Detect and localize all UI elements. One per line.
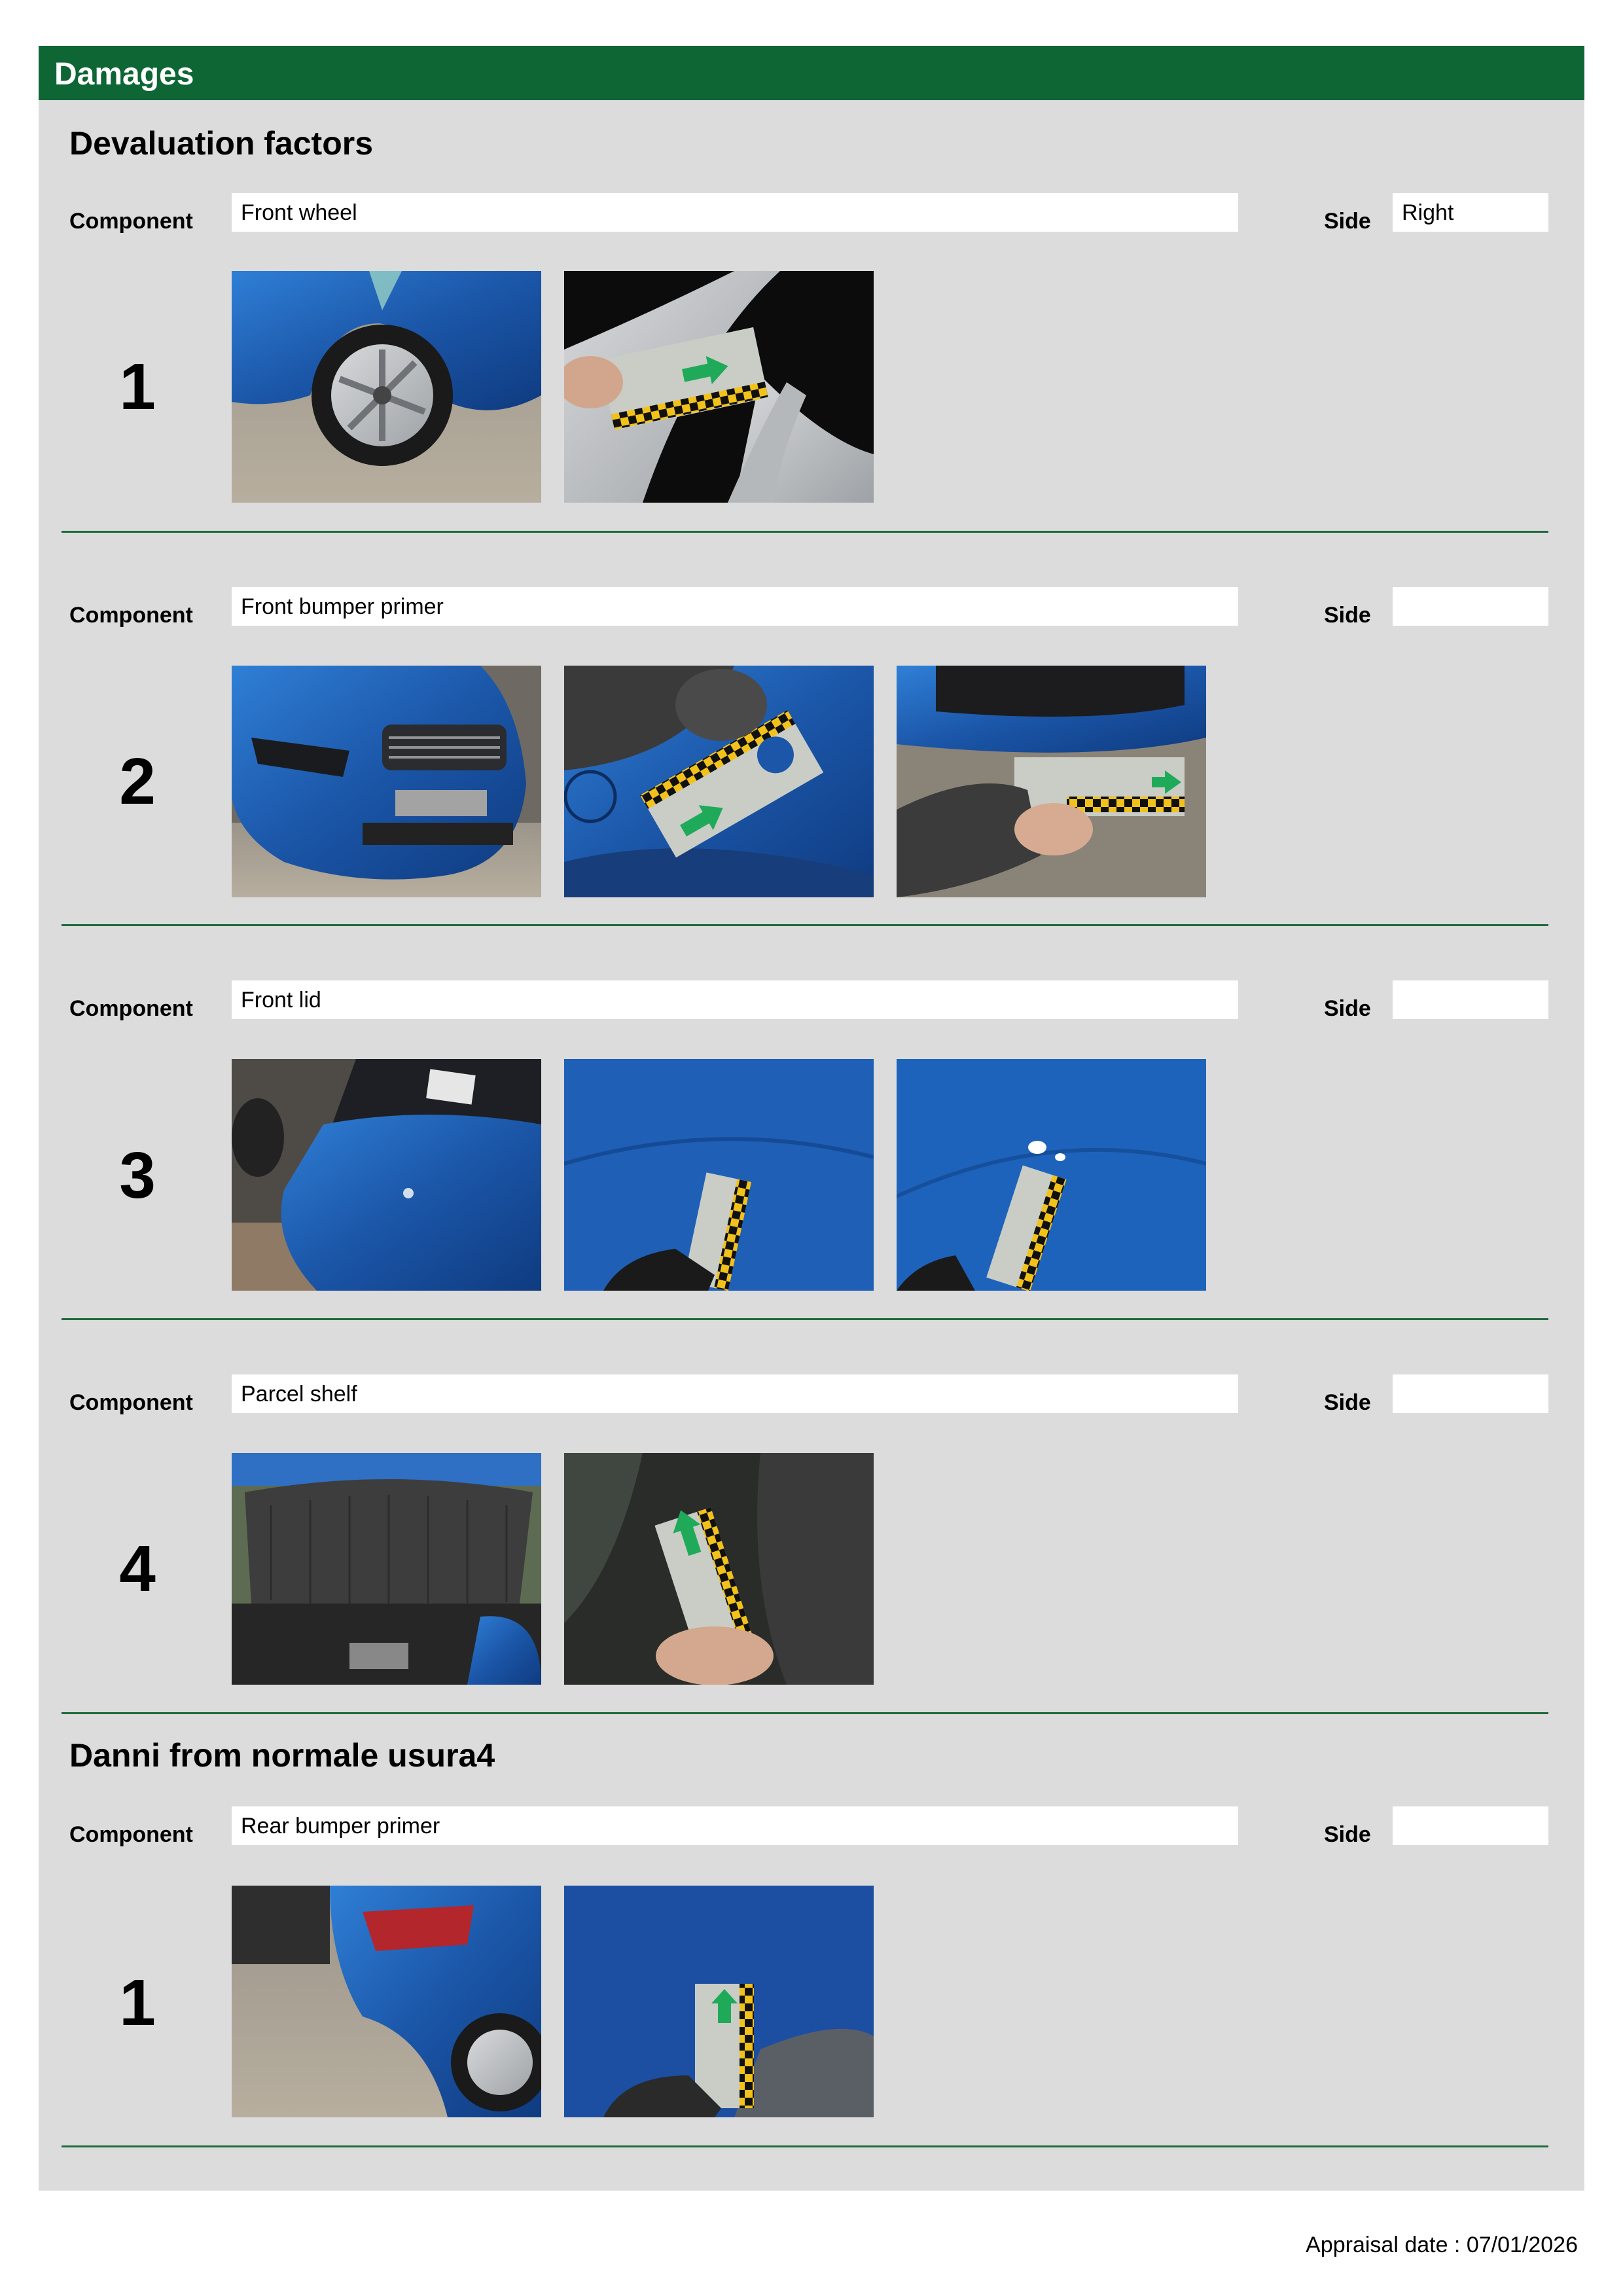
- hood-paint-ruler-photo[interactable]: [564, 1059, 874, 1291]
- item-divider: [62, 924, 1548, 926]
- section-title-wear: Danni from normale usura4: [69, 1737, 495, 1774]
- side-label: Side: [1324, 1390, 1371, 1415]
- damage-number: 4: [119, 1532, 156, 1605]
- damage-number: 1: [119, 350, 156, 423]
- wheel-rim-scratch-ruler-photo[interactable]: [564, 271, 874, 503]
- bumper-scratch-ruler-photo[interactable]: [564, 666, 874, 897]
- bumper-underside-ruler-photo[interactable]: [897, 666, 1206, 897]
- side-label: Side: [1324, 1822, 1371, 1847]
- damage-number: 1: [119, 1966, 156, 2039]
- side-field: [1393, 1806, 1548, 1845]
- component-field: Rear bumper primer: [232, 1806, 1238, 1845]
- component-label: Component: [69, 1822, 193, 1847]
- hood-paint-closeup-ruler-photo[interactable]: [897, 1059, 1206, 1291]
- damage-number: 3: [119, 1139, 156, 1212]
- item-divider: [62, 2145, 1548, 2147]
- item-divider: [62, 1318, 1548, 1320]
- component-label: Component: [69, 996, 193, 1021]
- component-field: Front bumper primer: [232, 587, 1238, 626]
- side-field: Right: [1393, 193, 1548, 232]
- damage-number: 2: [119, 745, 156, 818]
- section-title-devaluation: Devaluation factors: [69, 125, 374, 162]
- side-label: Side: [1324, 209, 1371, 234]
- open-trunk-parcel-shelf-photo[interactable]: [232, 1453, 541, 1685]
- component-field: Front lid: [232, 980, 1238, 1019]
- car-rear-bumper-photo[interactable]: [232, 1886, 541, 2117]
- rear-bumper-ruler-photo[interactable]: [564, 1886, 874, 2117]
- page-banner: Damages: [39, 46, 1584, 100]
- side-field: [1393, 587, 1548, 626]
- component-label: Component: [69, 1390, 193, 1415]
- car-hood-photo[interactable]: [232, 1059, 541, 1291]
- side-field: [1393, 1374, 1548, 1413]
- component-field: Parcel shelf: [232, 1374, 1238, 1413]
- parcel-shelf-ruler-photo[interactable]: [564, 1453, 874, 1685]
- car-front-bumper-photo[interactable]: [232, 666, 541, 897]
- appraisal-date: Appraisal date : 07/01/2026: [1306, 2233, 1578, 2257]
- component-field: Front wheel: [232, 193, 1238, 232]
- side-field: [1393, 980, 1548, 1019]
- component-label: Component: [69, 603, 193, 628]
- component-label: Component: [69, 209, 193, 234]
- item-divider: [62, 1712, 1548, 1714]
- car-side-wheel-photo[interactable]: [232, 271, 541, 503]
- side-label: Side: [1324, 996, 1371, 1021]
- item-divider: [62, 531, 1548, 533]
- side-label: Side: [1324, 603, 1371, 628]
